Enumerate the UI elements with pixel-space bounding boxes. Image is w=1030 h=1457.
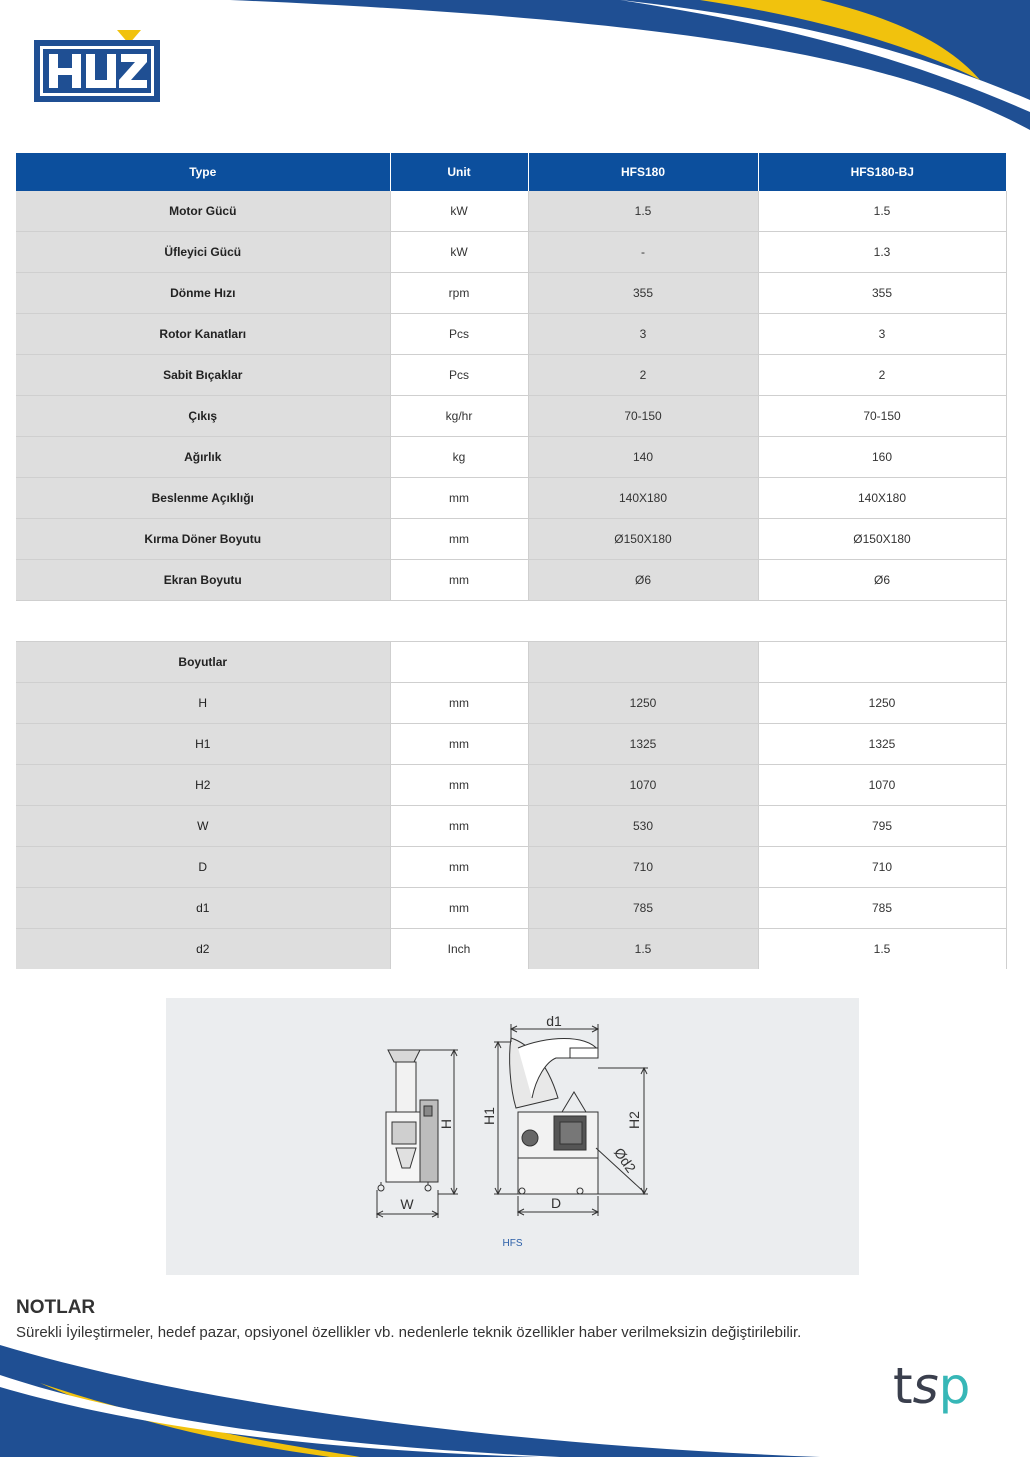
dim-value-hfs180-bj: 1.5 xyxy=(758,929,1006,970)
row-value-hfs180: 3 xyxy=(528,314,758,355)
table-spacer-row xyxy=(16,601,1006,642)
header-unit: Unit xyxy=(390,153,528,191)
row-unit: kg/hr xyxy=(390,396,528,437)
row-unit: mm xyxy=(390,560,528,601)
dim-value-hfs180-bj: 1325 xyxy=(758,724,1006,765)
dim-label-h2: H2 xyxy=(626,1111,642,1129)
row-value-hfs180: Ø6 xyxy=(528,560,758,601)
tsp-logo-s: s xyxy=(912,1357,939,1415)
row-value-hfs180-bj: 1.5 xyxy=(758,191,1006,232)
table-row xyxy=(16,560,1006,601)
notes-title: NOTLAR xyxy=(16,1297,96,1318)
row-value-hfs180: 140X180 xyxy=(528,478,758,519)
dim-unit: mm xyxy=(390,888,528,929)
dim-label-d: D xyxy=(550,1195,562,1211)
dim-label: H xyxy=(16,683,390,724)
row-unit: rpm xyxy=(390,273,528,314)
drawing-caption: HFS xyxy=(502,1238,523,1249)
tsp-logo xyxy=(893,1357,970,1415)
row-unit: mm xyxy=(390,478,528,519)
table-row xyxy=(16,847,1006,888)
dim-unit: mm xyxy=(390,683,528,724)
row-unit: Pcs xyxy=(390,314,528,355)
row-value-hfs180-bj: 355 xyxy=(758,273,1006,314)
row-unit: kW xyxy=(390,191,528,232)
dim-value-hfs180-bj: 710 xyxy=(758,847,1006,888)
table-row xyxy=(16,888,1006,929)
technical-drawing-panel xyxy=(166,998,859,1275)
tsp-logo-t: t xyxy=(893,1357,913,1415)
dim-value-hfs180: 1325 xyxy=(528,724,758,765)
row-label: Beslenme Açıklığı xyxy=(16,478,390,519)
row-value-hfs180-bj: 3 xyxy=(758,314,1006,355)
table-row xyxy=(16,519,1006,560)
table-row xyxy=(16,396,1006,437)
row-value-hfs180-bj: 1.3 xyxy=(758,232,1006,273)
row-value-hfs180: - xyxy=(528,232,758,273)
dim-label-d2: Ød2 xyxy=(610,1144,640,1176)
row-value-hfs180: 2 xyxy=(528,355,758,396)
row-value-hfs180-bj: Ø150X180 xyxy=(758,519,1006,560)
dim-value-hfs180-bj: 1250 xyxy=(758,683,1006,724)
spec-table xyxy=(16,153,1007,969)
dim-label: H1 xyxy=(16,724,390,765)
table-row xyxy=(16,355,1006,396)
row-label: Çıkış xyxy=(16,396,390,437)
row-label: Kırma Döner Boyutu xyxy=(16,519,390,560)
dim-value-hfs180: 1250 xyxy=(528,683,758,724)
table-row xyxy=(16,806,1006,847)
table-row xyxy=(16,683,1006,724)
dim-value-hfs180-bj: 785 xyxy=(758,888,1006,929)
row-unit: kW xyxy=(390,232,528,273)
row-label: Rotor Kanatları xyxy=(16,314,390,355)
table-row xyxy=(16,191,1006,232)
row-unit: Pcs xyxy=(390,355,528,396)
row-label: Motor Gücü xyxy=(16,191,390,232)
row-value-hfs180-bj: 70-150 xyxy=(758,396,1006,437)
row-value-hfs180: 355 xyxy=(528,273,758,314)
row-value-hfs180: 70-150 xyxy=(528,396,758,437)
row-value-hfs180: 1.5 xyxy=(528,191,758,232)
dim-label: W xyxy=(16,806,390,847)
dim-value-hfs180-bj: 795 xyxy=(758,806,1006,847)
spacer-cell xyxy=(16,601,1006,642)
table-row xyxy=(16,437,1006,478)
row-value-hfs180-bj: Ø6 xyxy=(758,560,1006,601)
header-hfs180-bj: HFS180-BJ xyxy=(758,153,1006,191)
dim-unit: mm xyxy=(390,806,528,847)
blank-cell xyxy=(390,642,528,683)
dim-value-hfs180: 1070 xyxy=(528,765,758,806)
dim-label-w: W xyxy=(400,1196,414,1212)
dim-value-hfs180-bj: 1070 xyxy=(758,765,1006,806)
dim-value-hfs180: 785 xyxy=(528,888,758,929)
hiz-logo xyxy=(33,28,161,104)
dim-label: d2 xyxy=(16,929,390,970)
table-row xyxy=(16,273,1006,314)
dim-label: d1 xyxy=(16,888,390,929)
notes-text: Sürekli İyileştirmeler, hedef pazar, opsiyonel özellikler vb. nedenlerle teknik özellikler haber verilmeksizin değiştirilebilir. xyxy=(16,1324,802,1341)
header-hfs180: HFS180 xyxy=(528,153,758,191)
row-value-hfs180-bj: 160 xyxy=(758,437,1006,478)
row-label: Ekran Boyutu xyxy=(16,560,390,601)
dim-value-hfs180: 530 xyxy=(528,806,758,847)
row-label: Üfleyici Gücü xyxy=(16,232,390,273)
dim-value-hfs180: 710 xyxy=(528,847,758,888)
row-value-hfs180-bj: 2 xyxy=(758,355,1006,396)
table-header-row xyxy=(16,153,1006,191)
header-type: Type xyxy=(16,153,390,191)
dim-label: H2 xyxy=(16,765,390,806)
dim-label: D xyxy=(16,847,390,888)
dim-unit: mm xyxy=(390,847,528,888)
row-value-hfs180: Ø150X180 xyxy=(528,519,758,560)
dim-label-h: H xyxy=(438,1118,454,1130)
row-unit: kg xyxy=(390,437,528,478)
blank-cell xyxy=(758,642,1006,683)
dim-label-d1: d1 xyxy=(546,1013,562,1029)
table-row xyxy=(16,765,1006,806)
row-label: Dönme Hızı xyxy=(16,273,390,314)
row-unit: mm xyxy=(390,519,528,560)
dim-unit: mm xyxy=(390,724,528,765)
dim-label-h1: H1 xyxy=(481,1107,497,1125)
blank-cell xyxy=(528,642,758,683)
technical-drawing xyxy=(166,998,859,1238)
table-row xyxy=(16,232,1006,273)
tsp-logo-p: p xyxy=(938,1357,971,1415)
table-row xyxy=(16,478,1006,519)
row-value-hfs180-bj: 140X180 xyxy=(758,478,1006,519)
table-row xyxy=(16,642,1006,683)
dim-unit: Inch xyxy=(390,929,528,970)
table-row xyxy=(16,314,1006,355)
side-view-machine xyxy=(510,1038,598,1194)
dimensions-section-label: Boyutlar xyxy=(16,642,390,683)
bottom-swoosh-decoration xyxy=(0,1335,1030,1457)
dim-value-hfs180: 1.5 xyxy=(528,929,758,970)
front-view-machine xyxy=(378,1050,438,1191)
dim-unit: mm xyxy=(390,765,528,806)
row-label: Ağırlık xyxy=(16,437,390,478)
table-row xyxy=(16,929,1006,970)
table-row xyxy=(16,724,1006,765)
row-value-hfs180: 140 xyxy=(528,437,758,478)
row-label: Sabit Bıçaklar xyxy=(16,355,390,396)
